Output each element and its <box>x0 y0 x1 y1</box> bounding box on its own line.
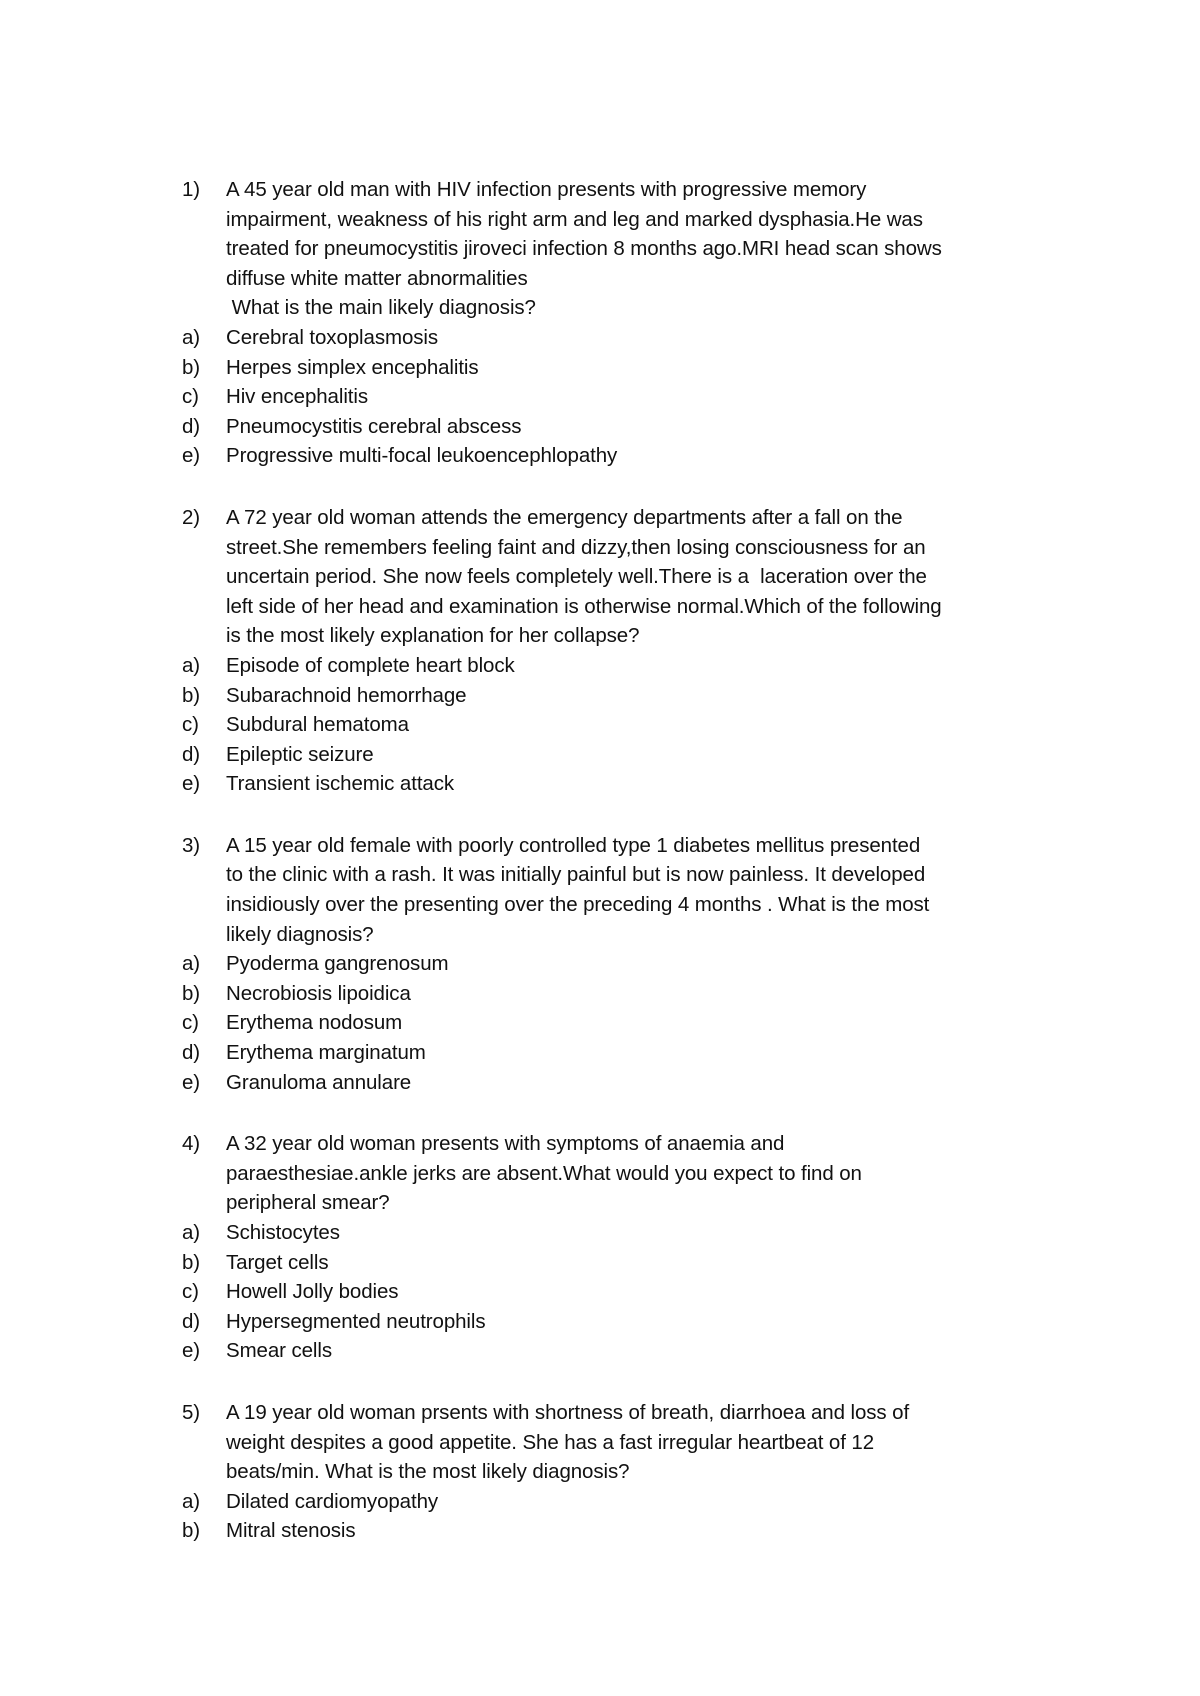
answer-option <box>182 1487 1032 1517</box>
option-text: Epileptic seizure <box>226 742 374 766</box>
question-text <box>226 1398 1032 1487</box>
question-text <box>226 503 1032 651</box>
question-text-line: likely diagnosis? <box>226 922 374 946</box>
option-letter: a) <box>182 1489 201 1513</box>
answer-option <box>182 681 1032 711</box>
question-5 <box>182 1398 1032 1546</box>
answer-option <box>182 412 1032 442</box>
option-letter: a) <box>182 952 201 976</box>
option-letter: e) <box>182 444 201 468</box>
question-text-line: treated for pneumocystitis jiroveci infection 8 months ago.MRI head scan shows <box>226 237 942 261</box>
option-letter: c) <box>182 1011 199 1035</box>
option-text: Herpes simplex encephalitis <box>226 355 479 379</box>
question-stem <box>182 1129 1032 1218</box>
option-text: Mitral stenosis <box>226 1519 356 1543</box>
answer-option <box>182 1277 1032 1307</box>
option-text: Granuloma annulare <box>226 1070 412 1094</box>
answer-option <box>182 1516 1032 1546</box>
question-text-line: weight despites a good appetite. She has a fast irregular heartbeat of 12 <box>226 1430 874 1454</box>
option-text: Cerebral toxoplasmosis <box>226 325 438 349</box>
question-1 <box>182 175 1032 471</box>
option-text: Episode of complete heart block <box>226 653 515 677</box>
answer-option <box>182 651 1032 681</box>
answer-option <box>182 382 1032 412</box>
option-letter: d) <box>182 414 201 438</box>
option-text: Pyoderma gangrenosum <box>226 952 449 976</box>
option-letter: b) <box>182 1250 201 1274</box>
answer-option <box>182 1068 1032 1098</box>
answer-option <box>182 979 1032 1009</box>
question-text-line: A 19 year old woman prsents with shortness of breath, diarrhoea and loss of <box>226 1400 910 1424</box>
option-letter: a) <box>182 653 201 677</box>
option-letter: a) <box>182 325 201 349</box>
answer-option <box>182 1248 1032 1278</box>
answer-option <box>182 710 1032 740</box>
question-text-line: insidiously over the presenting over the preceding 4 months . What is the most <box>226 893 930 917</box>
answer-option <box>182 323 1032 353</box>
option-text: Necrobiosis lipoidica <box>226 981 411 1005</box>
option-letter: d) <box>182 1041 201 1065</box>
question-text-line: A 45 year old man with HIV infection presents with progressive memory <box>226 178 867 201</box>
question-number: 3) <box>182 833 201 857</box>
answer-option <box>182 441 1032 471</box>
option-letter: c) <box>182 385 199 409</box>
question-text-line: street.She remembers feeling faint and dizzy,then losing consciousness for an <box>226 535 926 559</box>
question-3 <box>182 831 1032 1097</box>
option-letter: b) <box>182 683 201 707</box>
answer-option <box>182 740 1032 770</box>
question-text-line: A 32 year old woman presents with symptoms of anaemia and <box>226 1132 785 1156</box>
answer-option <box>182 353 1032 383</box>
option-text: Target cells <box>226 1250 329 1274</box>
question-stem <box>182 1398 1032 1487</box>
question-number: 2) <box>182 505 201 529</box>
option-letter: c) <box>182 1280 199 1304</box>
question-text-line: paraesthesiae.ankle jerks are absent.What would you expect to find on <box>226 1161 862 1185</box>
option-letter: c) <box>182 713 199 737</box>
option-letter: b) <box>182 355 201 379</box>
answer-option <box>182 1008 1032 1038</box>
question-number: 4) <box>182 1132 201 1156</box>
option-letter: d) <box>182 1309 201 1333</box>
answer-option <box>182 1218 1032 1248</box>
option-text: Smear cells <box>226 1339 332 1363</box>
option-letter: b) <box>182 981 201 1005</box>
option-text: Hypersegmented neutrophils <box>226 1309 486 1333</box>
question-text <box>226 175 1032 323</box>
question-text-line: uncertain period. She now feels completely well.There is a laceration over the <box>226 565 927 589</box>
answer-option <box>182 769 1032 799</box>
question-4 <box>182 1129 1032 1366</box>
question-text-line: is the most likely explanation for her collapse? <box>226 624 640 648</box>
option-letter: a) <box>182 1221 201 1244</box>
question-stem <box>182 175 1032 323</box>
option-text: Hiv encephalitis <box>226 385 368 409</box>
answer-option <box>182 949 1032 979</box>
option-letter: e) <box>182 1339 201 1363</box>
question-text-line: A 72 year old woman attends the emergency departments after a fall on the <box>226 505 903 529</box>
question-stem <box>182 503 1032 651</box>
question-text-line: peripheral smear? <box>226 1191 390 1215</box>
question-text-line: diffuse white matter abnormalities <box>226 266 528 290</box>
question-number: 5) <box>182 1400 201 1424</box>
question-text-line: to the clinic with a rash. It was initially painful but is now painless. It developed <box>226 863 926 887</box>
option-text: Progressive multi-focal leukoencephlopathy <box>226 444 618 468</box>
option-text: Erythema nodosum <box>226 1011 403 1035</box>
option-text: Subdural hematoma <box>226 713 409 737</box>
option-text: Howell Jolly bodies <box>226 1280 399 1304</box>
question-text-line: A 15 year old female with poorly controlled type 1 diabetes mellitus presented <box>226 833 921 857</box>
option-text: Subarachnoid hemorrhage <box>226 683 467 707</box>
question-text-line: left side of her head and examination is otherwise normal.Which of the following <box>226 594 942 618</box>
option-text: Schistocytes <box>226 1221 340 1244</box>
question-2 <box>182 503 1032 799</box>
answer-option <box>182 1038 1032 1068</box>
option-letter: d) <box>182 742 201 766</box>
option-text: Erythema marginatum <box>226 1041 426 1065</box>
option-letter: e) <box>182 1070 201 1094</box>
question-text-line: What is the main likely diagnosis? <box>226 296 536 320</box>
question-text <box>226 831 1032 949</box>
option-letter: b) <box>182 1519 201 1543</box>
question-text-line: impairment, weakness of his right arm and leg and marked dysphasia.He was <box>226 207 923 231</box>
question-stem <box>182 831 1032 949</box>
question-text-line: beats/min. What is the most likely diagnosis? <box>226 1460 630 1484</box>
answer-option <box>182 1307 1032 1337</box>
answer-option <box>182 1336 1032 1366</box>
question-text <box>226 1129 1032 1218</box>
question-list <box>182 175 1032 1578</box>
option-letter: e) <box>182 772 201 796</box>
option-text: Transient ischemic attack <box>226 772 455 796</box>
question-number: 1) <box>182 178 201 201</box>
option-text: Pneumocystitis cerebral abscess <box>226 414 522 438</box>
option-text: Dilated cardiomyopathy <box>226 1489 439 1513</box>
